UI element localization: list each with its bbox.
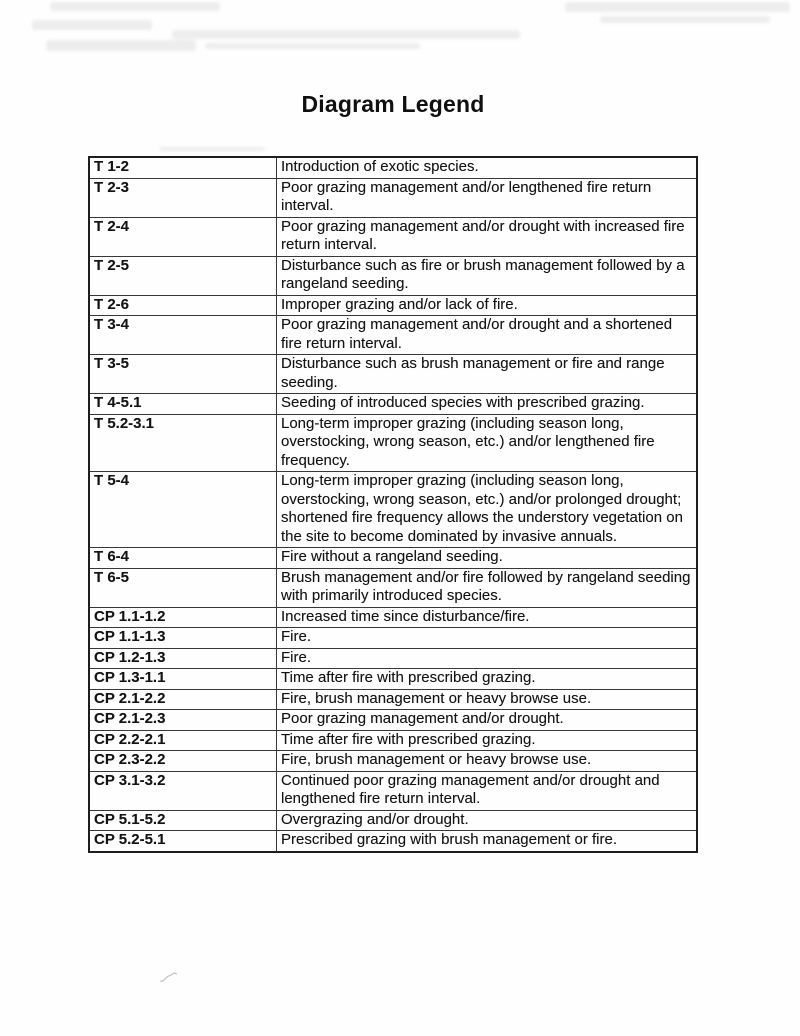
transition-code-cell: T 3-5 (89, 355, 277, 394)
table-row (89, 217, 697, 256)
table-row (89, 394, 697, 415)
table-row (89, 295, 697, 316)
table-row (89, 831, 697, 852)
transition-description-cell: Seeding of introduced species with prescribed grazing. (277, 394, 698, 415)
legend-table-body (89, 157, 697, 852)
transition-description-cell: Long-term improper grazing (including season long, overstocking, wrong season, etc.) and/or lengthened fire frequency. (277, 414, 698, 472)
transition-code-cell: CP 2.2-2.1 (89, 730, 277, 751)
transition-code-cell: CP 2.3-2.2 (89, 751, 277, 772)
transition-description-cell: Poor grazing management and/or lengthened fire return interval. (277, 178, 698, 217)
table-row (89, 472, 697, 548)
transition-description-cell: Poor grazing management and/or drought and a shortened fire return interval. (277, 316, 698, 355)
transition-code-cell: CP 2.1-2.3 (89, 710, 277, 731)
scan-smudge-top-right-2 (600, 16, 770, 23)
table-row (89, 669, 697, 690)
table-row (89, 607, 697, 628)
table-row (89, 178, 697, 217)
scan-smudge-above-table (160, 147, 265, 151)
transition-description-cell: Increased time since disturbance/fire. (277, 607, 698, 628)
transition-code-cell: T 3-4 (89, 316, 277, 355)
transition-description-cell: Long-term improper grazing (including season long, overstocking, wrong season, etc.) and/or prolonged drought; shortened fire frequency allows the understory vegetation on the site to become dominated by invasive annuals. (277, 472, 698, 548)
transition-description-cell: Prescribed grazing with brush management or fire. (277, 831, 698, 852)
table-row (89, 689, 697, 710)
scan-smudge-top-center-1 (172, 30, 520, 39)
page-title: Diagram Legend (301, 91, 485, 117)
transition-description-cell: Fire, brush management or heavy browse use. (277, 689, 698, 710)
table-row (89, 568, 697, 607)
legend-table (88, 156, 698, 853)
scan-smudge-top-left-3 (46, 40, 196, 51)
transition-code-cell: T 2-3 (89, 178, 277, 217)
transition-description-cell: Poor grazing management and/or drought. (277, 710, 698, 731)
scan-smudge-top-right-1 (565, 2, 790, 12)
scan-smudge-top-left-1 (50, 2, 220, 11)
transition-code-cell: T 5.2-3.1 (89, 414, 277, 472)
transition-code-cell: CP 1.3-1.1 (89, 669, 277, 690)
transition-description-cell: Overgrazing and/or drought. (277, 810, 698, 831)
table-row (89, 548, 697, 569)
transition-description-cell: Disturbance such as fire or brush management followed by a rangeland seeding. (277, 256, 698, 295)
transition-description-cell: Introduction of exotic species. (277, 157, 698, 178)
table-row (89, 771, 697, 810)
table-row (89, 730, 697, 751)
table-row (89, 710, 697, 731)
transition-code-cell: CP 1.2-1.3 (89, 648, 277, 669)
transition-description-cell: Poor grazing management and/or drought with increased fire return interval. (277, 217, 698, 256)
transition-description-cell: Fire, brush management or heavy browse use. (277, 751, 698, 772)
transition-code-cell: T 2-6 (89, 295, 277, 316)
transition-code-cell: T 4-5.1 (89, 394, 277, 415)
table-row (89, 648, 697, 669)
transition-code-cell: CP 1.1-1.3 (89, 628, 277, 649)
transition-description-cell: Fire. (277, 648, 698, 669)
table-row (89, 628, 697, 649)
scan-smudge-top-center-2 (205, 43, 420, 49)
transition-code-cell: CP 5.2-5.1 (89, 831, 277, 852)
table-row (89, 355, 697, 394)
transition-code-cell: T 6-4 (89, 548, 277, 569)
scan-squiggle-bottom-left (158, 970, 180, 984)
table-row (89, 414, 697, 472)
transition-description-cell: Brush management and/or fire followed by rangeland seeding with primarily introduced species. (277, 568, 698, 607)
transition-description-cell: Fire without a rangeland seeding. (277, 548, 698, 569)
transition-code-cell: T 5-4 (89, 472, 277, 548)
transition-description-cell: Time after fire with prescribed grazing. (277, 669, 698, 690)
table-row (89, 256, 697, 295)
transition-description-cell: Disturbance such as brush management or fire and range seeding. (277, 355, 698, 394)
transition-code-cell: CP 2.1-2.2 (89, 689, 277, 710)
transition-code-cell: T 1-2 (89, 157, 277, 178)
transition-description-cell: Fire. (277, 628, 698, 649)
transition-code-cell: CP 1.1-1.2 (89, 607, 277, 628)
table-row (89, 157, 697, 178)
transition-code-cell: CP 5.1-5.2 (89, 810, 277, 831)
transition-description-cell: Time after fire with prescribed grazing. (277, 730, 698, 751)
transition-code-cell: T 2-5 (89, 256, 277, 295)
transition-code-cell: T 2-4 (89, 217, 277, 256)
transition-code-cell: CP 3.1-3.2 (89, 771, 277, 810)
scan-smudge-top-left-2 (32, 20, 152, 30)
transition-code-cell: T 6-5 (89, 568, 277, 607)
transition-description-cell: Continued poor grazing management and/or drought and lengthened fire return interval. (277, 771, 698, 810)
table-row (89, 810, 697, 831)
transition-description-cell: Improper grazing and/or lack of fire. (277, 295, 698, 316)
table-row (89, 316, 697, 355)
table-row (89, 751, 697, 772)
